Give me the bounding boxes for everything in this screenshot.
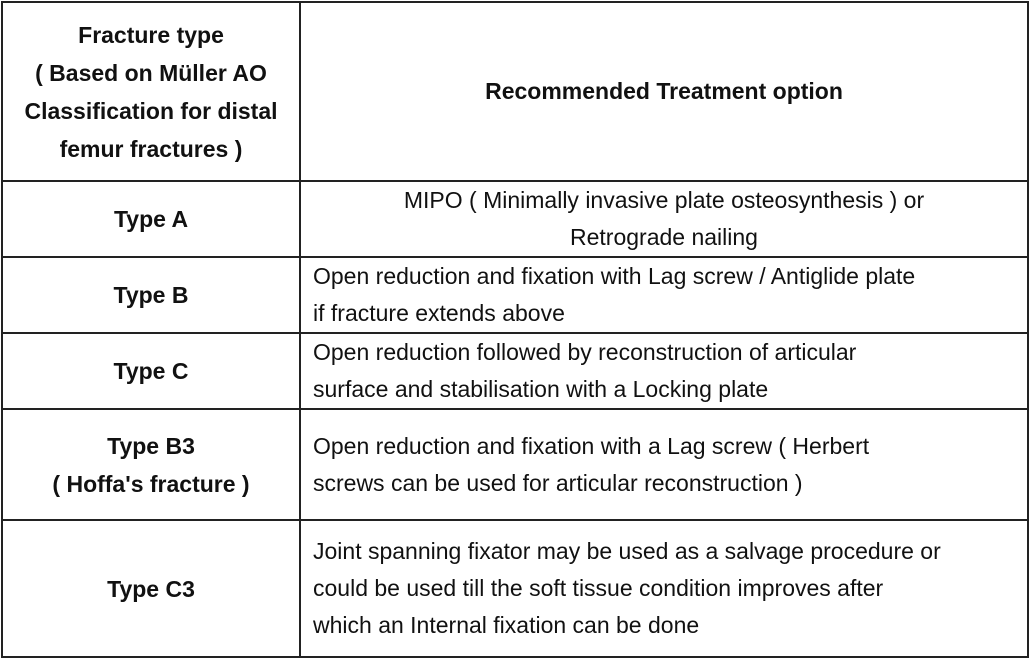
table-row [2,520,1028,657]
treatment-cell [300,333,1028,409]
treatment-line: which an Internal fixation can be done [313,612,700,638]
header-line: femur fractures ) [59,135,243,162]
table-row [2,181,1028,257]
header-line: ( Based on Müller AO [35,59,267,86]
fracture-type-cell [2,257,300,333]
header-fracture-type [2,2,300,181]
table-row [2,257,1028,333]
treatment-line: if fracture extends above [313,300,565,326]
fracture-type-cell [2,181,300,257]
treatment-line: could be used till the soft tissue condition improves after [313,575,884,601]
type-line: Type C3 [107,575,195,602]
treatment-line: Open reduction and fixation with Lag screw / Antiglide plate [313,263,916,289]
header-line: Classification for distal [24,97,278,124]
type-line: Type B3 [107,432,195,459]
treatment-line: MIPO ( Minimally invasive plate osteosynthesis ) or [403,187,925,213]
fracture-type-cell [2,409,300,520]
treatment-line: screws can be used for articular reconstruction ) [313,469,803,496]
treatment-cell [300,181,1028,257]
table-row [2,333,1028,409]
treatment-cell [300,409,1028,520]
treatment-line: Open reduction followed by reconstruction of articular [313,339,857,365]
header-treatment: Recommended Treatment option [300,2,1028,181]
treatment-line: Joint spanning fixator may be used as a salvage procedure or [313,538,941,564]
treatment-table [1,1,1029,658]
type-line: Type B [113,282,189,308]
type-line: ( Hoffa's fracture ) [52,470,250,497]
fracture-type-cell [2,520,300,657]
treatment-cell [300,520,1028,657]
fracture-type-cell [2,333,300,409]
header-line: Fracture type [78,21,224,48]
type-line: Type C [113,358,189,384]
table-row [2,409,1028,520]
type-line: Type A [113,206,189,232]
header-row [2,2,1028,181]
treatment-line: Retrograde nailing [570,224,758,250]
treatment-line: Open reduction and fixation with a Lag screw ( Herbert [313,432,870,459]
treatment-cell [300,257,1028,333]
treatment-line: surface and stabilisation with a Locking plate [313,376,769,402]
